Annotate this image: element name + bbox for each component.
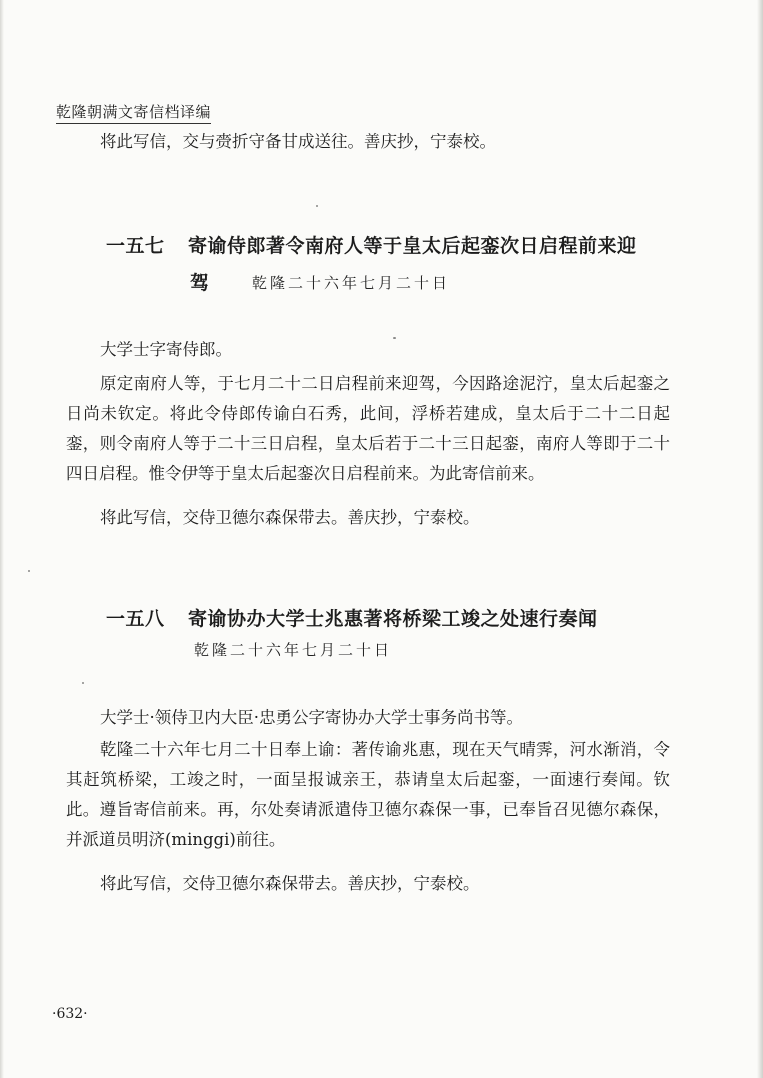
entry-157-title-text: 寄谕侍郎著令南府人等于皇太后起銮次日启程前来迎: [188, 235, 637, 257]
scan-speck: [28, 570, 30, 572]
page-number: ·632·: [52, 1006, 88, 1022]
entry-157-title-line1: [106, 231, 637, 258]
scan-edge-right: [757, 0, 763, 1078]
entry-158-date: 乾隆二十六年七月二十日: [194, 641, 393, 659]
scan-speck: [316, 205, 318, 207]
entry-157-closing: 将此写信，交侍卫德尔森保带去。善庆抄，宁泰校。: [100, 508, 480, 527]
scan-speck: [82, 682, 84, 684]
entry-157-title-line2: 驾: [190, 272, 210, 294]
entry-157-number: 一五七: [106, 235, 165, 257]
entry-157-addressee: 大学士字寄侍郎。: [100, 340, 232, 359]
entry-158-title-text: 寄谕协办大学士兆惠著将桥梁工竣之处速行奏闻: [188, 608, 598, 630]
scan-edge-left: [0, 0, 4, 1078]
entry-158-body: 乾隆二十六年七月二十日奉上谕：著传谕兆惠，现在天气晴霁，河水渐消，令其赶筑桥梁，工竣之时，一面呈报诚亲王，恭请皇太后起銮，一面速行奏闻。钦此。遵旨寄信前来。再，尔处奏请派遣侍卫德尔森保一事，已奉旨召见德尔森保，并派道员明济(minggi)前往。: [66, 740, 670, 849]
running-head: 乾隆朝满文寄信档译编: [56, 101, 211, 124]
scan-speck: [393, 337, 396, 339]
entry-157-body: 原定南府人等，于七月二十二日启程前来迎驾，今因路途泥泞，皇太后起銮之日尚未钦定。将此令侍郎传谕白石秀，此间，浮桥若建成，皇太后于二十二日起銮，则令南府人等于二十三日启程，皇太后若于二十三日起銮，南府人等即于二十四日启程。惟令伊等于皇太后起銮次日启程前来。为此寄信前来。: [66, 374, 670, 483]
entry-158-addressee: 大学士·领侍卫内大臣·忠勇公字寄协办大学士事务尚书等。: [100, 708, 523, 727]
entry-158-closing: 将此写信，交侍卫德尔森保带去。善庆抄，宁泰校。: [100, 874, 480, 893]
entry-158-title-line1: [106, 604, 598, 631]
entry-157-date: 乾隆二十六年七月二十日: [252, 274, 451, 292]
entry-158-number: 一五八: [106, 608, 165, 630]
top-paragraph: 将此写信，交与赍折守备甘成送往。善庆抄，宁泰校。: [100, 132, 496, 151]
